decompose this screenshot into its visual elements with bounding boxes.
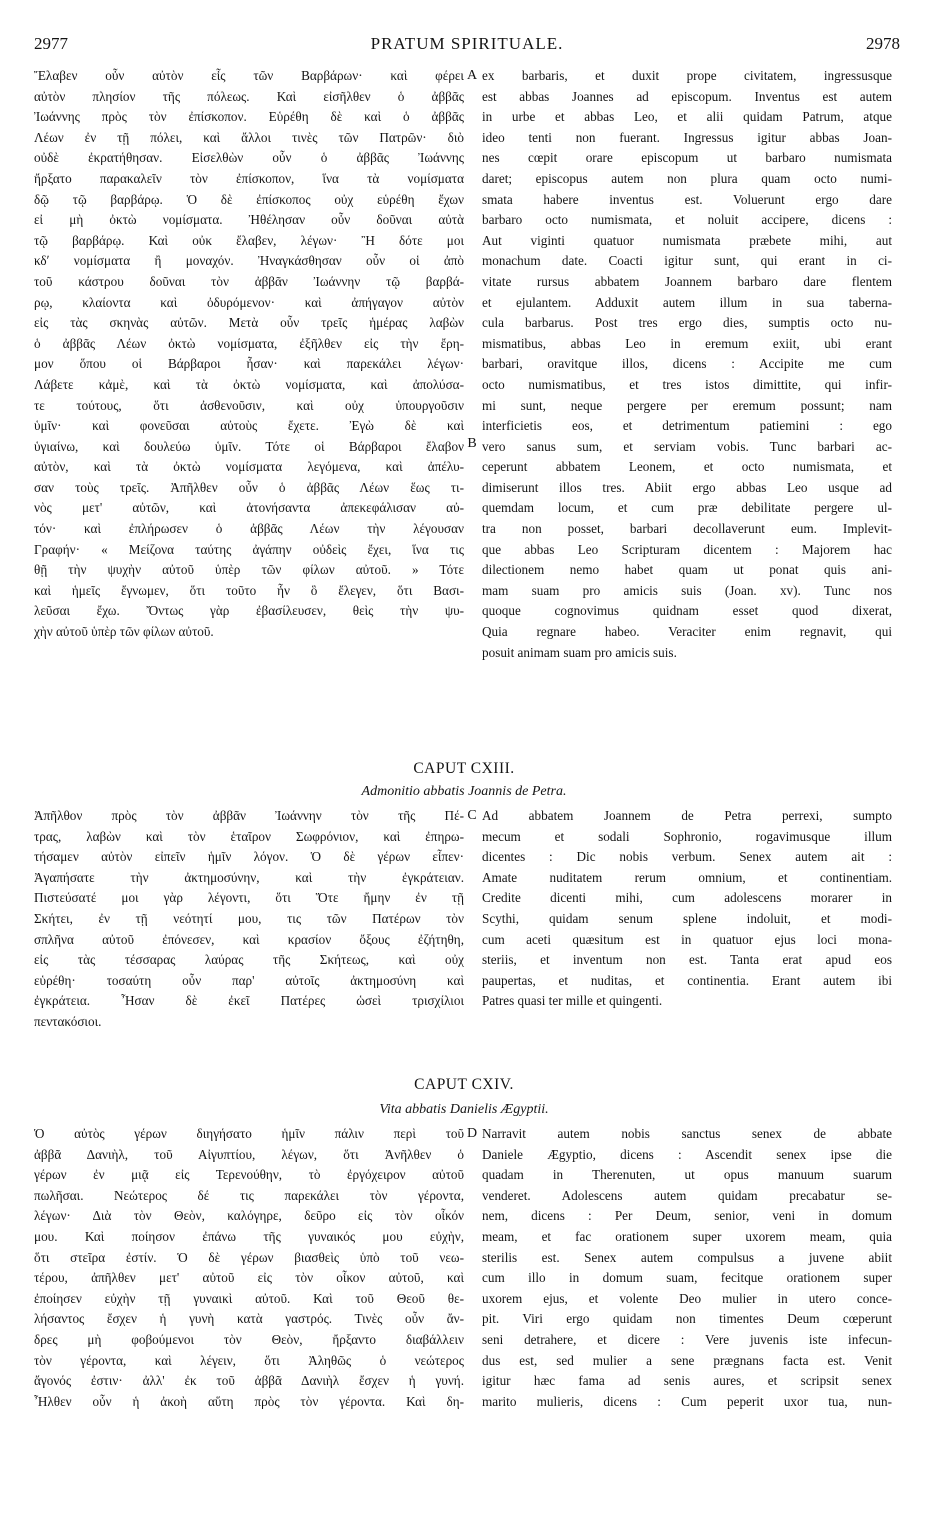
greek-text-line: Σκήτει, ἐν τῇ νεότητί μου, τις τῶν Πατέρων τὸν (34, 910, 464, 926)
latin-text-line: Quia regnare habeo. Veraciter enim regnavit, qui (482, 624, 892, 640)
latin-text-line: dicentes : Dic nobis verbum. Senex autem ait : (482, 849, 892, 865)
right-page-number: 2978 (866, 34, 900, 53)
greek-text-line: νὸς μετ' αὐτῶν, καὶ ἀτονήσαντα ἀπεκεφάλισαν αὐ- (34, 500, 464, 516)
greek-text-line: σπλῆνα αὐτοῦ ἐπόνεσεν, καὶ κρασίον ὄξους ἐζήτηθη, (34, 931, 464, 947)
latin-text-line: ex barbaris, et duxit prope civitatem, ingressusque (482, 68, 892, 83)
greek-text-line: δῷ τῷ βαρβάρῳ. Ὁ δὲ ἐπίσκοπος οὐχ εὑρέθη ἔχων (34, 191, 464, 207)
greek-text-line: τὸν γέροντα, καὶ λέγειν, ὅτι Ἀληθῶς ὁ νεώτερος (34, 1352, 464, 1368)
latin-text-line: mecum et sodali Sophronio, rogavimusque illum (482, 828, 892, 844)
greek-column-section-2 (34, 806, 464, 1033)
greek-text-line: τήσαμεν αὐτὸν εἰπεῖν ἡμῖν λόγον. Ὁ δὲ γέρων εἶπεν· (34, 849, 464, 865)
greek-text-line: τέρου, ἀπῆλθεν μετ' αὐτοῦ εἰς τὸν οἶκον αὐτοῦ, καὶ (34, 1270, 464, 1286)
greek-text-line: ὁ ἀββᾶς Λέων ὀκτὼ νομίσματα, ἐξῆλθεν εἰς τὴν ἔρη- (34, 335, 464, 351)
latin-text-line: steriis, et inventum non est. Tanta erat apud eos (482, 952, 892, 968)
latin-text-line: posuit animam suam pro amicis suis. (482, 644, 677, 660)
greek-text-line: γέρων ἐν μιᾷ εἰς Τερενούθην, τὸ ἐργόχειρον αὐτοῦ (34, 1167, 464, 1183)
greek-text-line: λεῦσαι ἔχω. Ὄντως γὰρ ἐβασίλευσεν, θεὶς τὴν ψυ- (34, 603, 464, 619)
latin-text-line: marito mulieris, dicens : Cum peperit uxor tua, nun- (482, 1393, 892, 1409)
caput-subtitle-113: Admonitio abbatis Joannis de Petra. (361, 784, 567, 799)
latin-text-line: meam, et fac orationem super uxorem meam, quia (482, 1228, 892, 1244)
latin-text-line: sterilis est. Senex autem compulsus a juvene abiit (482, 1249, 892, 1265)
latin-text-line: dilectionem nemo habet quam ut ponat quis ani- (482, 562, 892, 578)
running-title: PRATUM SPIRITUALE. (370, 34, 564, 53)
latin-text-line: paupertas, et nuditas, et continentia. Erant autem ibi (482, 972, 892, 988)
greek-text-line: πεντακόσιοι. (34, 1013, 102, 1029)
latin-text-line: nem, dicens : Per Deum, senior, veni in domum (482, 1208, 892, 1224)
greek-text-line: εἰς τὰς σκηνὰς αὐτῶν. Μετὰ οὖν τρεῖς ἡμέρας λαβὼν (34, 315, 464, 331)
greek-text-line: λήσαντος ἔσχεν ἡ γυνὴ κατὰ γαστρός. Τινὲς οὖν ἄν- (34, 1311, 464, 1327)
greek-text-line: θῇ τὴν ψυχὴν αὐτοῦ ὑπὲρ τῶν φίλων αὐτοῦ. » Τότε (34, 562, 464, 578)
latin-text-line: Scythi, quidam senum splene indoluit, et modi- (482, 910, 892, 926)
latin-text-line: venderet. Adolescens autem quidam precabatur se- (482, 1187, 892, 1203)
latin-text-line: igitur hæc fama ad senis aures, et scripsit senex (482, 1373, 892, 1389)
greek-text-line: λέγων· Διὰ τὸν Θεὸν, καλόγηρε, δεῦρο εἰς τὸν οἶκόν (34, 1208, 464, 1224)
latin-text-line: interficietis eos, et detrimentum patiemini : ego (482, 418, 892, 434)
page-header (34, 34, 900, 62)
latin-text-line: et ejulantem. Adduxit autem illum in sua taberna- (482, 294, 892, 310)
latin-text-line: nes cœpit orare episcopum ut barbaro numismata (482, 150, 892, 166)
greek-text-line: Λέων ἐν τῇ πόλει, καὶ ἄλλοι τινὲς τῶν Πατρῶν· διὸ (34, 129, 464, 145)
greek-text-line: Ἦλθεν οὖν ἡ ἀκοὴ αὕτη πρὸς τὸν γέροντα. Καὶ δη- (34, 1393, 464, 1409)
greek-text-line: Γραφήν· « Μείζονα ταύτης ἀγάπην οὐδεὶς ἔχει, ἵνα τις (34, 541, 464, 557)
latin-text-line: Credite dicenti mihi, cum adolescens morarer in (482, 890, 892, 906)
greek-text-line: ἐγκράτεια. Ἦσαν δὲ ἐκεῖ Πατέρες ὡσεὶ τρισχίλιοι (34, 993, 464, 1009)
greek-text-line: τῷ βαρβάρῳ. Καὶ οὐκ ἔλαβεν, λέγων· Ἢ δότε μοι (34, 232, 464, 248)
greek-text-line: ὑμῖν· καὶ φονεῦσαι αὐτοὺς ἔχετε. Ἐγὼ δὲ καὶ (34, 418, 464, 434)
greek-text-line: οὐδὲ ἐκρατήθησαν. Εἰσελθὼν οὖν ὁ ἀββᾶς Ἰωάννης (34, 150, 464, 166)
latin-column-section-3 (482, 1124, 892, 1412)
latin-text-line: Narravit autem nobis sanctus senex de abbate (482, 1126, 892, 1141)
greek-text-line: ἤρξατο παρακαλεῖν τὸν ἐπίσκοπον, ἵνα τὰ νομίσματα (34, 170, 464, 186)
latin-text-line: Ad abbatem Joannem de Petra perrexi, sumpto (482, 808, 892, 823)
greek-text-line: εὑρέθη· τοσαύτη οὖν παρ' αὐτοῖς ἀκτημοσύνη καὶ (34, 972, 464, 988)
margin-marker-c: C (467, 808, 477, 823)
latin-text-line: quoque cognovimus quidnam esset quod dixerat, (482, 603, 892, 619)
greek-text-line: ὑγιαίνω, καὶ δουλεύω ὑμῖν. Τότε οἱ Βάρβαροι ἔλαβον (34, 438, 464, 454)
latin-text-line: monachum date. Coacti igitur sunt, qui erant in ci- (482, 253, 892, 269)
greek-text-line: εἰς τὰς τέσσαρας λαύρας τῆς Σκήτεως, καὶ οὐχ (34, 952, 464, 968)
margin-marker-a: A (466, 68, 478, 83)
greek-text-line: τόν· καὶ ἐπλήρωσεν ὁ ἀββᾶς Λέων τὴν λέγουσαν (34, 521, 464, 537)
left-page-number: 2977 (34, 34, 68, 53)
latin-column-section-1 (482, 66, 892, 663)
latin-text-line: Daniele Ægyptio, dicens : Ascendit senex ipse die (482, 1146, 892, 1162)
latin-text-line: pit. Viri ergo quidam non timentes Deum cœperunt (482, 1311, 892, 1327)
latin-text-line: ceperunt abbatem Leonem, et octo numismata, et (482, 459, 892, 475)
greek-text-line: μον ὅπου οἱ Βάρβαροι ἦσαν· καὶ παρεκάλει λέγων· (34, 356, 464, 372)
latin-text-line: cum aceti quæsitum est in quatuor ejus loci mona- (482, 931, 892, 947)
greek-text-line: Ἀπῆλθον πρὸς τὸν ἀββᾶν Ἰωάννην τὸν τῆς Πέ- (34, 808, 464, 823)
greek-text-line: χὴν αὐτοῦ ὑπὲρ τῶν φίλων αὐτοῦ. (34, 624, 214, 640)
greek-text-line: ρῳ, κλαίοντα καὶ ὀδυρόμενον· καὶ ἀπήγαγον αὐτὸν (34, 294, 464, 310)
greek-text-line: τοῦ κάστρου δοῦναι τὸν ἀββᾶν Ἰωάννην τῷ βαρβά- (34, 273, 464, 289)
greek-text-line: πωλῆσαι. Νεώτερος δέ τις παρεκάλει τὸν γέροντα, (34, 1187, 464, 1203)
latin-text-line: dimiserunt illos tres. Abiit ergo abbas Leo usque ad (482, 479, 892, 495)
greek-text-line: Πιστεύσατέ μοι γὰρ λέγοντι, ὅτι Ὅτε ἤμην ἐν τῇ (34, 890, 464, 906)
greek-text-line: Ἀγαπήσατε τὴν ἀκτημοσύνην, καὶ τὴν ἐγκράτειαν. (34, 869, 464, 885)
greek-text-line: Λάβετε κἀμὲ, καὶ τὰ ὀκτὼ νομίσματα, καὶ ἀπολύσα- (34, 376, 464, 392)
greek-text-line: αὐτὸν πλησίον τῆς πόλεως. Καὶ εἰσῆλθεν ὁ ἀββᾶς (34, 88, 464, 104)
greek-text-line: σαν τοὺς τρεῖς. Ἀπῆλθεν οὖν ὁ ἀββᾶς Λέων ἕως τι- (34, 479, 464, 495)
greek-text-line: ὅτι στεῖρα ἐστίν. Ὁ δὲ γέρων βιασθεὶς ὑπὸ τοῦ νεω- (34, 1249, 464, 1265)
greek-text-line: ἐποίησεν εὐχὴν τῇ γυναικὶ αὐτοῦ. Καὶ τοῦ Θεοῦ θε- (34, 1290, 464, 1306)
latin-text-line: quadam in Therenuten, ut opus manuum suarum (482, 1167, 892, 1183)
margin-marker-b: B (467, 436, 477, 451)
latin-text-line: cula barbarus. Post tres ergo dies, sumptis octo nu- (482, 315, 892, 331)
caput-heading-113: CAPUT CXIII. (413, 760, 515, 777)
greek-text-line: ἀββᾶ Δανιὴλ, τοῦ Αἰγυπτίου, λέγων, ὅτι Ἀνῆλθεν ὁ (34, 1146, 464, 1162)
greek-text-line: δρες μὴ φοβούμενοι τὸν Θεὸν, ἤρξαντο διαβάλλειν (34, 1331, 464, 1347)
latin-text-line: cum illo in domum suam, fecitque orationem super (482, 1270, 892, 1286)
greek-text-line: καὶ ἡμεῖς ἔγνωμεν, ὅτι τοῦτο ἦν ὃ ἔλεγεν, ὅτι Βασι- (34, 582, 464, 598)
latin-text-line: smata habere inventus est. Voluerunt ergo dare (482, 191, 892, 207)
latin-text-line: Aut viginti quatuor numismata præbete mihi, aut (482, 232, 892, 248)
latin-text-line: quemdam locum, et cum præ debilitate pergere ul- (482, 500, 892, 516)
greek-text-line: Ἰωάννης πρὸς τὸν ἐπίσκοπον. Εὑρέθη δὲ καὶ ὁ ἀββᾶς (34, 109, 464, 125)
greek-text-line: τρας, λαβὼν καὶ τὸν ἑταῖρον Σωφρόνιον, καὶ ἐπηρω- (34, 828, 464, 844)
greek-text-line: αὐτὸν, καὶ τὰ ὀκτὼ νομίσματα λεγόμενα, καὶ ἀπέλυ- (34, 459, 464, 475)
latin-column-section-2 (482, 806, 892, 1012)
caput-heading-114: CAPUT CXIV. (414, 1076, 514, 1093)
latin-text-line: mam suam pro amicis suis (Joan. xv). Tunc nos (482, 582, 892, 598)
latin-text-line: mi sunt, neque pergere per eremum possunt; nam (482, 397, 892, 413)
latin-text-line: vero sanus sum, et serviam vobis. Tunc barbari ac- (482, 438, 892, 454)
latin-text-line: que abbas Leo Scripturam dicentem : Majorem hac (482, 541, 892, 557)
greek-text-line: κδʹ νομίσματα ἢ μοναχόν. Ἠναγκάσθησαν οὖν οἱ ἀπὸ (34, 253, 464, 269)
latin-text-line: octo numismatibus, et tres istos dimittite, qui infir- (482, 376, 892, 392)
greek-text-line: μου. Καὶ ποίησον ἐπάνω τῆς γυναικός μου εὐχὴν, (34, 1228, 464, 1244)
greek-text-line: τε τούτους, ὅτι ἀσθενοῦσιν, καὶ οὐχ ὑπουργοῦσιν (34, 397, 464, 413)
latin-text-line: ideo tenti non fuerant. Ingressus igitur abbas Joan- (482, 129, 892, 145)
latin-text-line: dus est, sed mulier a sene prægnans facta est. Venit (482, 1352, 892, 1368)
latin-text-line: in urbe et abbas Leo, et alii quidam Patrum, atque (482, 109, 892, 125)
latin-text-line: Patres quasi ter mille et quingenti. (482, 993, 663, 1009)
latin-text-line: uxorem ejus, et volente Deo mulier in utero conce- (482, 1290, 892, 1306)
latin-text-line: vitate rursus abbatem Joannem barbaro dare flentem (482, 273, 892, 289)
latin-text-line: daret; episcopus autem non plura quam octo numi- (482, 170, 892, 186)
greek-text-line: Ὁ αὐτὸς γέρων διηγήσατο ἡμῖν πάλιν περὶ τοῦ (34, 1126, 464, 1141)
greek-text-line: ἄγονός ἐστιν· ἀλλ' ἐκ τοῦ ἀββᾶ Δανιὴλ ἔσχεν ἡ γυνή. (34, 1373, 464, 1389)
latin-text-line: barbaro octo numismata, et noluit accipere, dicens : (482, 212, 892, 228)
margin-marker-d: D (466, 1126, 478, 1141)
latin-text-line: Amate nuditatem rerum omnium, et continentiam. (482, 869, 892, 885)
greek-text-line: Ἔλαβεν οὖν αὐτὸν εἷς τῶν Βαρβάρων· καὶ φέρει (34, 68, 464, 83)
latin-text-line: est abbas Joannes ad episcopum. Inventus est autem (482, 88, 892, 104)
greek-column-section-3 (34, 1124, 464, 1412)
latin-text-line: mismatibus, abbas Leo in eremum exiit, ubi erant (482, 335, 892, 351)
greek-text-line: εἰ μὴ ὀκτὼ νομίσματα. Ἠθέλησαν οὖν δοῦναι αὐτὰ (34, 212, 464, 228)
latin-text-line: seni detrahere, et dicere : Vere juvenis iste infecun- (482, 1331, 892, 1347)
latin-text-line: tra non posset, barbari decollaverunt eum. Implevit- (482, 521, 892, 537)
caput-subtitle-114: Vita abbatis Danielis Ægyptii. (379, 1102, 549, 1117)
latin-text-line: barbari, oravitque illos, dicens : Accipite me cum (482, 356, 892, 372)
greek-column-section-1 (34, 66, 464, 643)
